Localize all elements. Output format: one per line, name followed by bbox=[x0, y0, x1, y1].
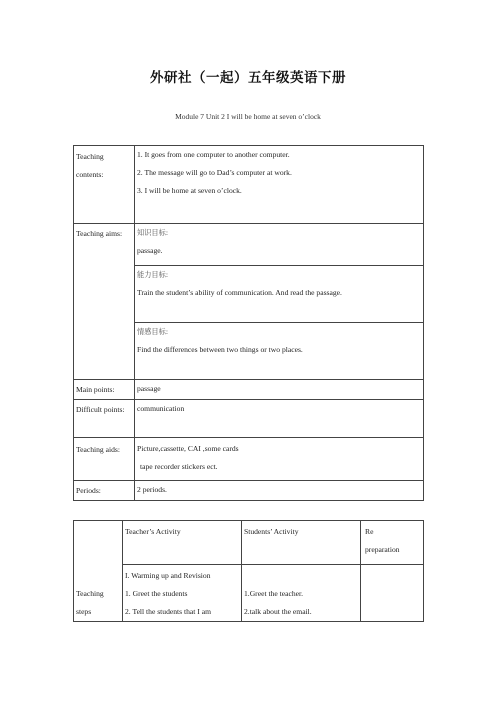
re-preparation-line2: preparation bbox=[365, 545, 400, 554]
knowledge-heading: 知识目标: bbox=[137, 228, 169, 237]
main-points-value: passage bbox=[135, 380, 424, 400]
steps-body-row bbox=[74, 565, 424, 622]
teacher-activity-cell bbox=[123, 565, 242, 622]
content-item-3: 3. I will be home at seven o’clock. bbox=[137, 186, 242, 195]
steps-label-line1: Teaching bbox=[76, 589, 104, 598]
re-preparation-header bbox=[361, 521, 424, 565]
main-points-row bbox=[74, 380, 424, 400]
teacher-line-1: I. Warming up and Revision bbox=[125, 571, 211, 580]
ability-aim bbox=[135, 266, 424, 323]
re-preparation-line1: Re bbox=[365, 527, 374, 536]
aids-value bbox=[135, 438, 424, 481]
emotion-heading: 情感目标: bbox=[137, 327, 169, 336]
emotion-text: Find the differences between two things or two places. bbox=[137, 345, 303, 354]
difficult-points-row bbox=[74, 400, 424, 438]
periods-row bbox=[74, 481, 424, 501]
aids-label: Teaching aids: bbox=[74, 438, 135, 481]
students-activity-cell bbox=[242, 565, 361, 622]
contents-row bbox=[74, 146, 424, 224]
steps-header-row bbox=[74, 521, 424, 565]
aids-line-2: tape recorder stickers ect. bbox=[140, 462, 218, 471]
student-line-2: 2.talk about the email. bbox=[244, 607, 312, 616]
periods-value: 2 periods. bbox=[135, 481, 424, 501]
emotion-aim bbox=[135, 323, 424, 380]
lesson-subtitle: Module 7 Unit 2 I will be home at seven o’clock bbox=[175, 112, 321, 121]
contents-label bbox=[74, 146, 135, 224]
main-points-label: Main points: bbox=[74, 380, 135, 400]
aids-row bbox=[74, 438, 424, 481]
teacher-activity-header: Teacher’s Activity bbox=[123, 521, 242, 565]
student-line-1: 1.Greet the teacher. bbox=[244, 589, 304, 598]
periods-label: Periods: bbox=[74, 481, 135, 501]
difficult-points-value: communication bbox=[135, 400, 424, 438]
ability-text: Train the student’s ability of communication. And read the passage. bbox=[137, 288, 342, 297]
steps-label-line2: steps bbox=[76, 607, 92, 616]
difficult-points-label: Difficult points: bbox=[74, 400, 135, 438]
content-item-1: 1. It goes from one computer to another computer. bbox=[137, 150, 290, 159]
teacher-line-3: 2. Tell the students that I am bbox=[125, 607, 212, 616]
knowledge-aim bbox=[135, 224, 424, 266]
aims-label: Teaching aims: bbox=[74, 224, 135, 380]
teaching-steps-table bbox=[73, 520, 424, 622]
steps-label-cell bbox=[74, 521, 123, 622]
aims-knowledge-row bbox=[74, 224, 424, 266]
contents-label-line2: contents: bbox=[76, 170, 104, 179]
ability-heading: 能力目标: bbox=[137, 270, 169, 279]
re-preparation-cell bbox=[361, 565, 424, 622]
students-activity-header: Students’ Activity bbox=[242, 521, 361, 565]
content-item-2: 2. The message will go to Dad’s computer at work. bbox=[137, 168, 292, 177]
contents-label-line1: Teaching bbox=[76, 152, 104, 161]
lesson-plan-table bbox=[73, 145, 424, 501]
teacher-line-2: 1. Greet the students bbox=[125, 589, 188, 598]
document-title: 外研社（一起）五年级英语下册 bbox=[150, 70, 346, 86]
knowledge-text: passage. bbox=[137, 246, 163, 255]
contents-value bbox=[135, 146, 424, 224]
aids-line-1: Picture,cassette, CAI ,some cards bbox=[137, 444, 239, 453]
